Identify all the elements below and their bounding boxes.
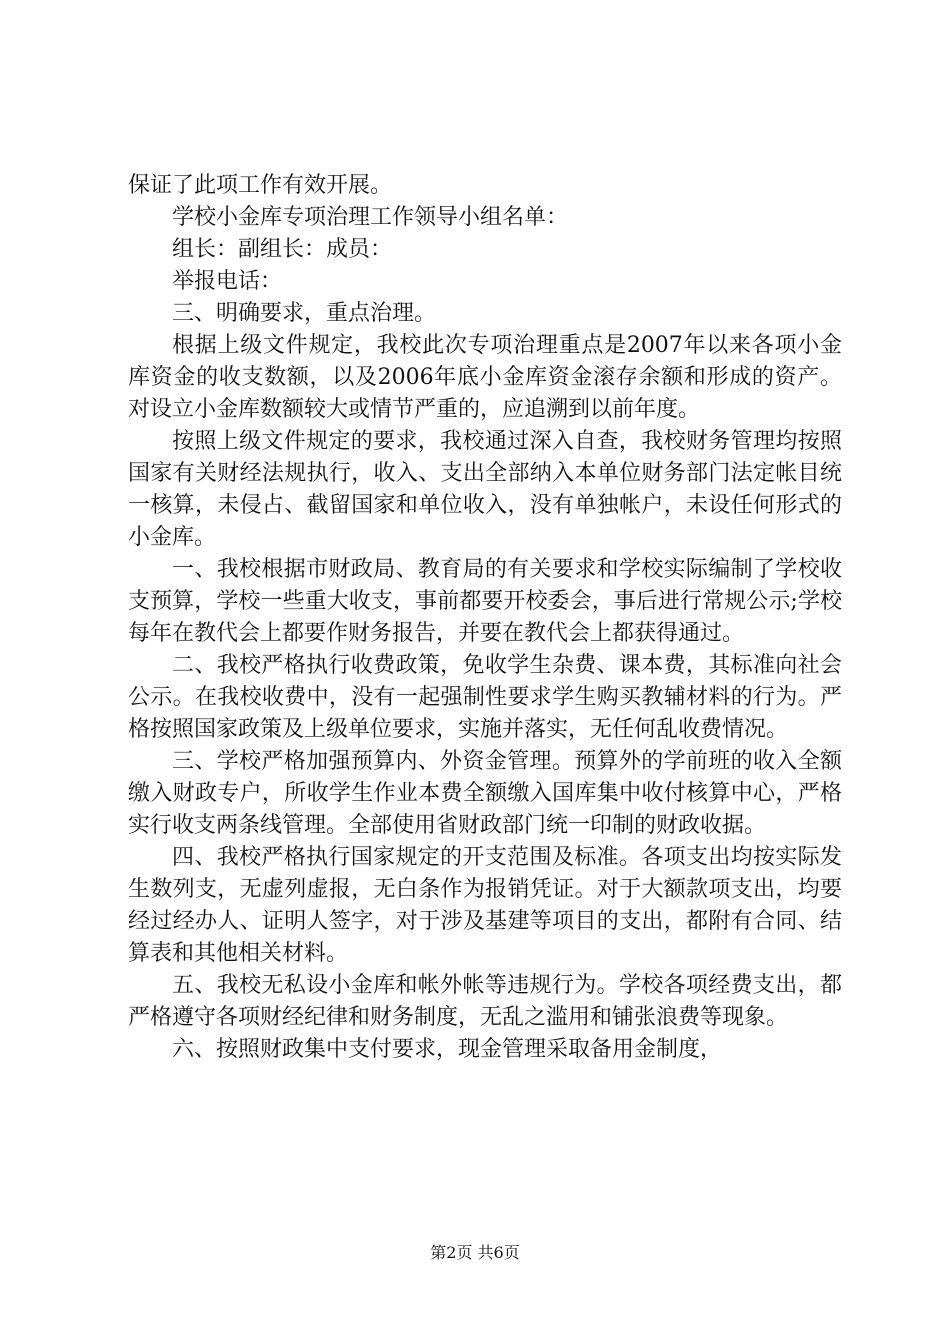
paragraph-hotline: 举报电话： bbox=[172, 269, 283, 294]
paragraph-roles: 组长：副组长：成员： bbox=[172, 237, 393, 262]
paragraph-item-3: 三、学校严格加强预算内、外资金管理。预算外的学前班的收入全额缴入财政专户，所收学生作业本费全额缴入国库集中收付核算中心，严格实行收支两条线管理。全部使用省财政部门统一印制的财政收据。 bbox=[128, 749, 842, 838]
paragraph-item-6: 六、按照财政集中支付要求，现金管理采取备用金制度， bbox=[172, 1037, 723, 1062]
document-body bbox=[128, 170, 842, 1066]
paragraph-scope: 根据上级文件规定，我校此次专项治理重点是2007年以来各项小金库资金的收支数额，以及2006年底小金库资金滚存余额和形成的资产。对设立小金库数额较大或情节严重的，应追溯到以前年度。 bbox=[128, 333, 842, 422]
page-number: 第2页 共6页 bbox=[430, 1243, 520, 1262]
paragraph-leadership-list: 学校小金库专项治理工作领导小组名单： bbox=[172, 205, 569, 230]
paragraph-self-inspection: 按照上级文件规定的要求，我校通过深入自查，我校财务管理均按照国家有关财经法规执行，收入、支出全部纳入本单位财务部门法定帐目统一核算，未侵占、截留国家和单位收入，没有单独帐户，未设任何形式的小金库。 bbox=[128, 429, 842, 550]
paragraph-continuation: 保证了此项工作有效开展。 bbox=[128, 173, 393, 198]
paragraph-item-2: 二、我校严格执行收费政策，免收学生杂费、课本费，其标准向社会公示。在我校收费中，没有一起强制性要求学生购买教辅材料的行为。严格按照国家政策及上级单位要求，实施并落实，无任何乱收费情况。 bbox=[128, 653, 842, 742]
section-heading-3: 三、明确要求，重点治理。 bbox=[172, 301, 437, 326]
paragraph-item-5: 五、我校无私设小金库和帐外帐等违规行为。学校各项经费支出，都严格遵守各项财经纪律和财务制度，无乱之滥用和铺张浪费等现象。 bbox=[128, 973, 842, 1030]
paragraph-item-1: 一、我校根据市财政局、教育局的有关要求和学校实际编制了学校收支预算，学校一些重大收支，事前都要开校委会，事后进行常规公示;学校每年在教代会上都要作财务报告，并要在教代会上都获得通过。 bbox=[128, 557, 842, 646]
paragraph-item-4: 四、我校严格执行国家规定的开支范围及标准。各项支出均按实际发生数列支，无虚列虚报，无白条作为报销凭证。对于大额款项支出，均要经过经办人、证明人签字，对于涉及基建等项目的支出，都附有合同、结算表和其他相关材料。 bbox=[128, 845, 842, 966]
